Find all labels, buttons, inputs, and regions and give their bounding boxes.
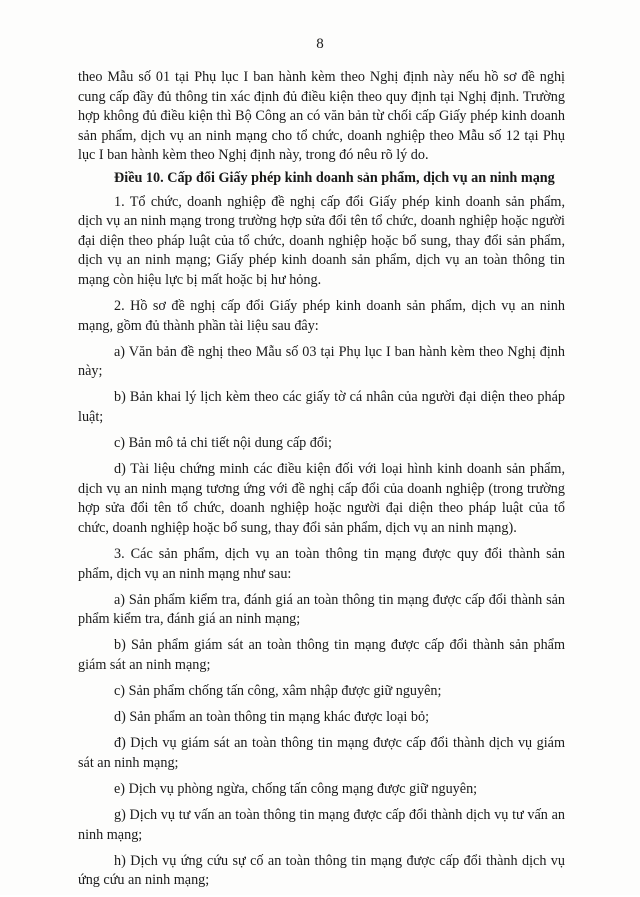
paragraph-2c: c) Bản mô tả chi tiết nội dung cấp đổi; bbox=[114, 435, 332, 452]
paragraph-3g: g) Dịch vụ tư vấn an toàn thông tin mạng được cấp đổi thành dịch vụ tư vấn an ninh mạng; bbox=[78, 807, 565, 843]
paragraph-3c: c) Sản phẩm chống tấn công, xâm nhập được giữ nguyên; bbox=[114, 683, 442, 700]
paragraph-3h: h) Dịch vụ ứng cứu sự cố an toàn thông tin mạng được cấp đổi thành dịch vụ ứng cứu an ninh mạng; bbox=[78, 852, 565, 889]
paragraph-1: 1. Tổ chức, doanh nghiệp đề nghị cấp đổi Giấy phép kinh doanh sản phẩm, dịch vụ an ninh mạng trong trường hợp sửa đổi tên tổ chức, doanh nghiệp hoặc người đại diện theo pháp luật của tổ chức, doanh nghiệp hoặc bổ sung, thay đổi sản phẩm, dịch vụ an ninh mạng; Giấy phép kinh doanh sản phẩm, dịch vụ an toàn thông tin mạng còn hiệu lực bị mất hoặc bị hư hỏng. bbox=[78, 193, 565, 288]
intro-paragraph: theo Mẫu số 01 tại Phụ lục I ban hành kèm theo Nghị định này nếu hồ sơ đề nghị cung cấp đầy đủ thông tin xác định đủ điều kiện theo quy định tại Nghị định. Trường hợp không đủ điều kiện thì Bộ Công an có văn bản từ chối cấp Giấy phép kinh doanh sản phẩm, dịch vụ an ninh mạng cho tổ chức, doanh nghiệp theo Mẫu số 12 tại Phụ lục I ban hành kèm theo Nghị định này, trong đó nêu rõ lý do. bbox=[78, 69, 565, 164]
paragraph-3: 3. Các sản phẩm, dịch vụ an toàn thông tin mạng được quy đổi thành sản phẩm, dịch vụ an ninh mạng như sau: bbox=[78, 546, 565, 582]
paragraph-3d: d) Sản phẩm an toàn thông tin mạng khác được loại bỏ; bbox=[114, 709, 430, 726]
paragraph-2a: a) Văn bản đề nghị theo Mẫu số 03 tại Phụ lục I ban hành kèm theo Nghị định này; bbox=[78, 343, 565, 380]
paragraph-2d: d) Tài liệu chứng minh các điều kiện đối với loại hình kinh doanh sản phẩm, dịch vụ an ninh mạng tương ứng với đề nghị cấp đổi của doanh nghiệp (trong trường hợp sửa đổi tên tổ chức, doanh nghiệp hoặc người đại diện theo pháp luật của tổ chức, doanh nghiệp hoặc bổ sung, thay đổi sản phẩm, dịch vụ an ninh mạng). bbox=[78, 461, 565, 536]
paragraph-3e: e) Dịch vụ phòng ngừa, chống tấn công mạng được giữ nguyên; bbox=[114, 781, 478, 797]
article-heading: Điều 10. Cấp đổi Giấy phép kinh doanh sản phẩm, dịch vụ an ninh mạng bbox=[114, 169, 555, 186]
paragraph-3a: a) Sản phẩm kiểm tra, đánh giá an toàn thông tin mạng được cấp đổi thành sản phẩm kiểm tra, đánh giá an ninh mạng; bbox=[78, 591, 565, 628]
paragraph-2: 2. Hồ sơ đề nghị cấp đổi Giấy phép kinh doanh sản phẩm, dịch vụ an ninh mạng, gồm đủ thành phần tài liệu sau đây: bbox=[78, 298, 565, 334]
page-number: 8 bbox=[316, 36, 324, 52]
paragraph-3b: b) Sản phẩm giám sát an toàn thông tin mạng được cấp đổi thành sản phẩm giám sát an ninh mạng; bbox=[78, 637, 565, 674]
paragraph-3dd: đ) Dịch vụ giám sát an toàn thông tin mạng được cấp đổi thành dịch vụ giám sát an ninh mạng; bbox=[78, 735, 565, 771]
document-body bbox=[78, 68, 565, 897]
paragraph-2b: b) Bản khai lý lịch kèm theo các giấy tờ cá nhân của người đại diện theo pháp luật; bbox=[78, 389, 565, 425]
